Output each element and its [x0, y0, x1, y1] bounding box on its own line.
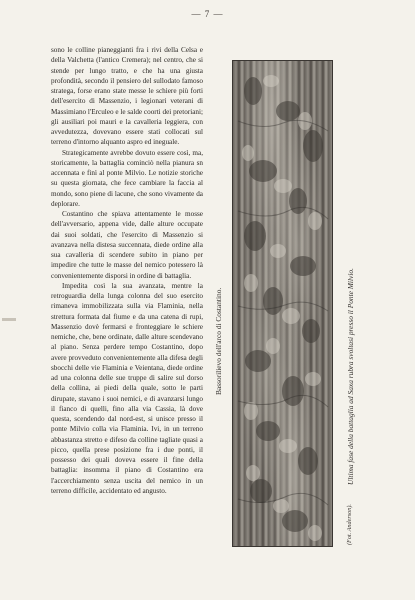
figure-caption-left: Bassorilievo dell'arco di Costantino. — [214, 287, 223, 395]
photo-credit: (Fot. Anderson). — [346, 504, 353, 545]
paragraph-1: sono le colline pianeggianti fra i rivi della Celsa e della Valchetta (l'antico Cremera); nel centro, che si stende per lungo tratto, e che ha una giusta profondità, secondo il pensiero del sullodato famoso stratega, forse erano state messe le schiere più forti dell'esercito di Massenzio, i legionari veterani di Massimiano l'Erculeo e le salde coorti dei pretoriani; gli ausiliari poi mauri e la cavalleria leggiera, con avvedutezza, dovevano essere stati collocati sul terreno d'intorno alquanto aspro ed ineguale. — [51, 46, 203, 147]
paragraph-2: Strategicamente avrebbe dovuto essere così, ma, storicamente, la battaglia cominciò nella pianura sn accennata e finì al ponte Milvio. Le notizie storiche su questa giornata, che fece cambiare la faccia al mondo, sono piene di lacune, che sono vivamente da deplorare. — [51, 148, 203, 208]
relief-photograph — [232, 60, 333, 547]
margin-mark — [2, 318, 16, 321]
relief-figures-illustration — [233, 61, 332, 546]
paragraph-3: Costantino che spiava attentamente le mosse dell'avversario, appena vide, dalle alture occupate dai suoi soldati, che l'esercito di Massenzio si avanzava nella distesa succennata, diede ordine alla sua cavalleria di scendere subito in piano per impedire che tutte le masse del nemico potessero là convenientemente disporsi in ordine di battaglia. — [51, 210, 203, 280]
paragraph-4: Impedita così la sua avanzata, mentre la retroguardia della lunga colonna del suo esercito rimaneva immobilizzata sulla via Flaminia, nella strettura formata dal fiume e da una catena di rupi, Massenzio dovè fermarsi e fronteggiare le schiere nemiche, che, bene ordinate, dalle alture scendevano al piano. Senza perdere tempo Costantino, dopo avere provveduto convenientemente alla difesa degli sbocchi delle vie Flaminia e Veientana, diede ordine ad una colonna delle sue truppe di salire sul dorso della collina, ai piedi della quale, sotto le parti dirupate, stavano i suoi nemici, e di avanzarsi lungo il fianco di quelli, fino alla via Cassia, là dove questa, scendendo dal nord-est, si unisce presso il ponte Milvio colla via Flaminia. Ivi, in un terreno abbastanza stretto e difeso da colline tagliate quasi a picco, quella prese posizione fra i due ponti, il possesso dei quali doveva essere il fine della battaglia: insomma il piano di Costantino era l'accerchiamento senza uscita del nemico in un terreno difficile, accidentato ed angusto. — [51, 281, 203, 495]
page-number: — 7 — — [191, 9, 224, 19]
figure-caption-right: Ultima fase della battaglia ad Saxa rubra svoltasi presso il Ponte Milvio. — [346, 268, 355, 485]
body-text-column — [51, 45, 203, 496]
